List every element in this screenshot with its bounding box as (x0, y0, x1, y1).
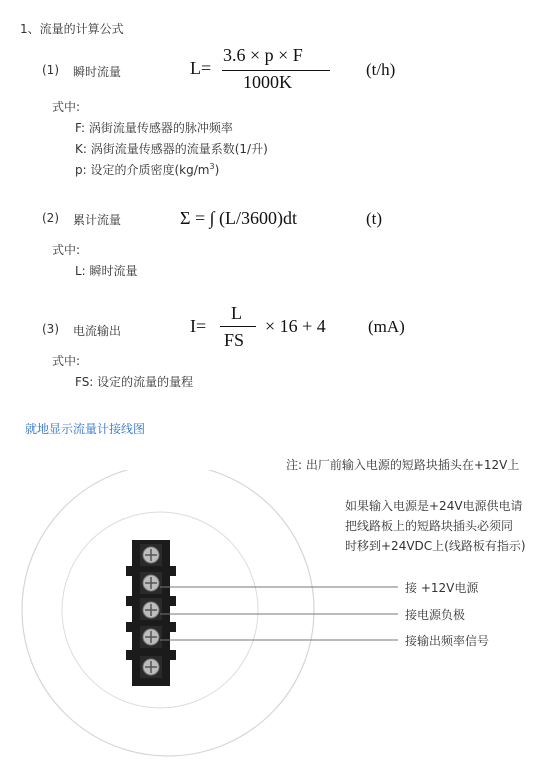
item3-numerator: L (231, 303, 242, 323)
item1-name: 瞬时流量 (73, 65, 122, 79)
item3-where: 式中: (52, 354, 81, 368)
item3-unit: (mA) (368, 317, 405, 336)
item1-where: 式中: (52, 100, 81, 114)
item3-fraction-bar (220, 326, 256, 327)
screw-icon (143, 547, 159, 563)
item3-formula-rhs: × 16 + 4 (265, 316, 326, 336)
item3-formula-lhs: I= (190, 316, 207, 336)
item1-denominator: 1000K (243, 72, 292, 92)
terminal-label-12v: 接 +12V电源 (405, 581, 479, 595)
section-title: 1、流量的计算公式 (20, 22, 124, 36)
wiring-diagram (0, 470, 550, 768)
item2-def-0: L: 瞬时流量 (75, 264, 138, 278)
wiring-title: 就地显示流量计接线图 (25, 422, 146, 436)
item1-number: (1) (42, 63, 59, 77)
item3-def-0: FS: 设定的流量的量程 (75, 375, 194, 389)
item1-def-1: K: 涡街流量传感器的流量系数(1/升) (75, 142, 268, 156)
item1-fraction-bar (222, 70, 330, 71)
terminal-label-signal: 接输出频率信号 (405, 634, 490, 648)
note-top: 注: 出厂前输入电源的短路块插头在+12V上 (286, 458, 520, 472)
item1-def-0: F: 涡街流量传感器的脉冲频率 (75, 121, 233, 135)
item3-number: (3) (42, 322, 59, 336)
item1-formula-lhs: L= (190, 58, 212, 78)
note-line-2: 时移到+24VDC上(线路板有指示) (345, 539, 526, 553)
item1-numerator: 3.6 × p × F (223, 45, 303, 65)
item2-unit: (t) (366, 209, 383, 228)
item2-where: 式中: (52, 243, 81, 257)
item1-def-2-tail: ) (214, 163, 220, 177)
item1-def-2-text: p: 设定的介质密度(kg/m (75, 163, 210, 177)
item2-formula: Σ = ∫ (L/3600)dt (180, 208, 298, 228)
item3-denominator: FS (224, 330, 245, 350)
item1-def-2 (75, 161, 219, 178)
item2-number: (2) (42, 211, 59, 225)
item1-unit: (t/h) (366, 60, 396, 79)
terminal-label-negative: 接电源负极 (405, 608, 466, 622)
note-line-0: 如果输入电源是+24V电源供电请 (345, 499, 523, 513)
screw-icon (143, 602, 159, 618)
item1-def-2-sup: 3 (209, 162, 215, 171)
item3-name: 电流输出 (73, 324, 122, 338)
screw-icon (143, 575, 159, 591)
screw-icon (143, 629, 159, 645)
screw-icon (143, 659, 159, 675)
note-line-1: 把线路板上的短路块插头必须同 (345, 519, 514, 533)
item2-name: 累计流量 (73, 213, 122, 227)
